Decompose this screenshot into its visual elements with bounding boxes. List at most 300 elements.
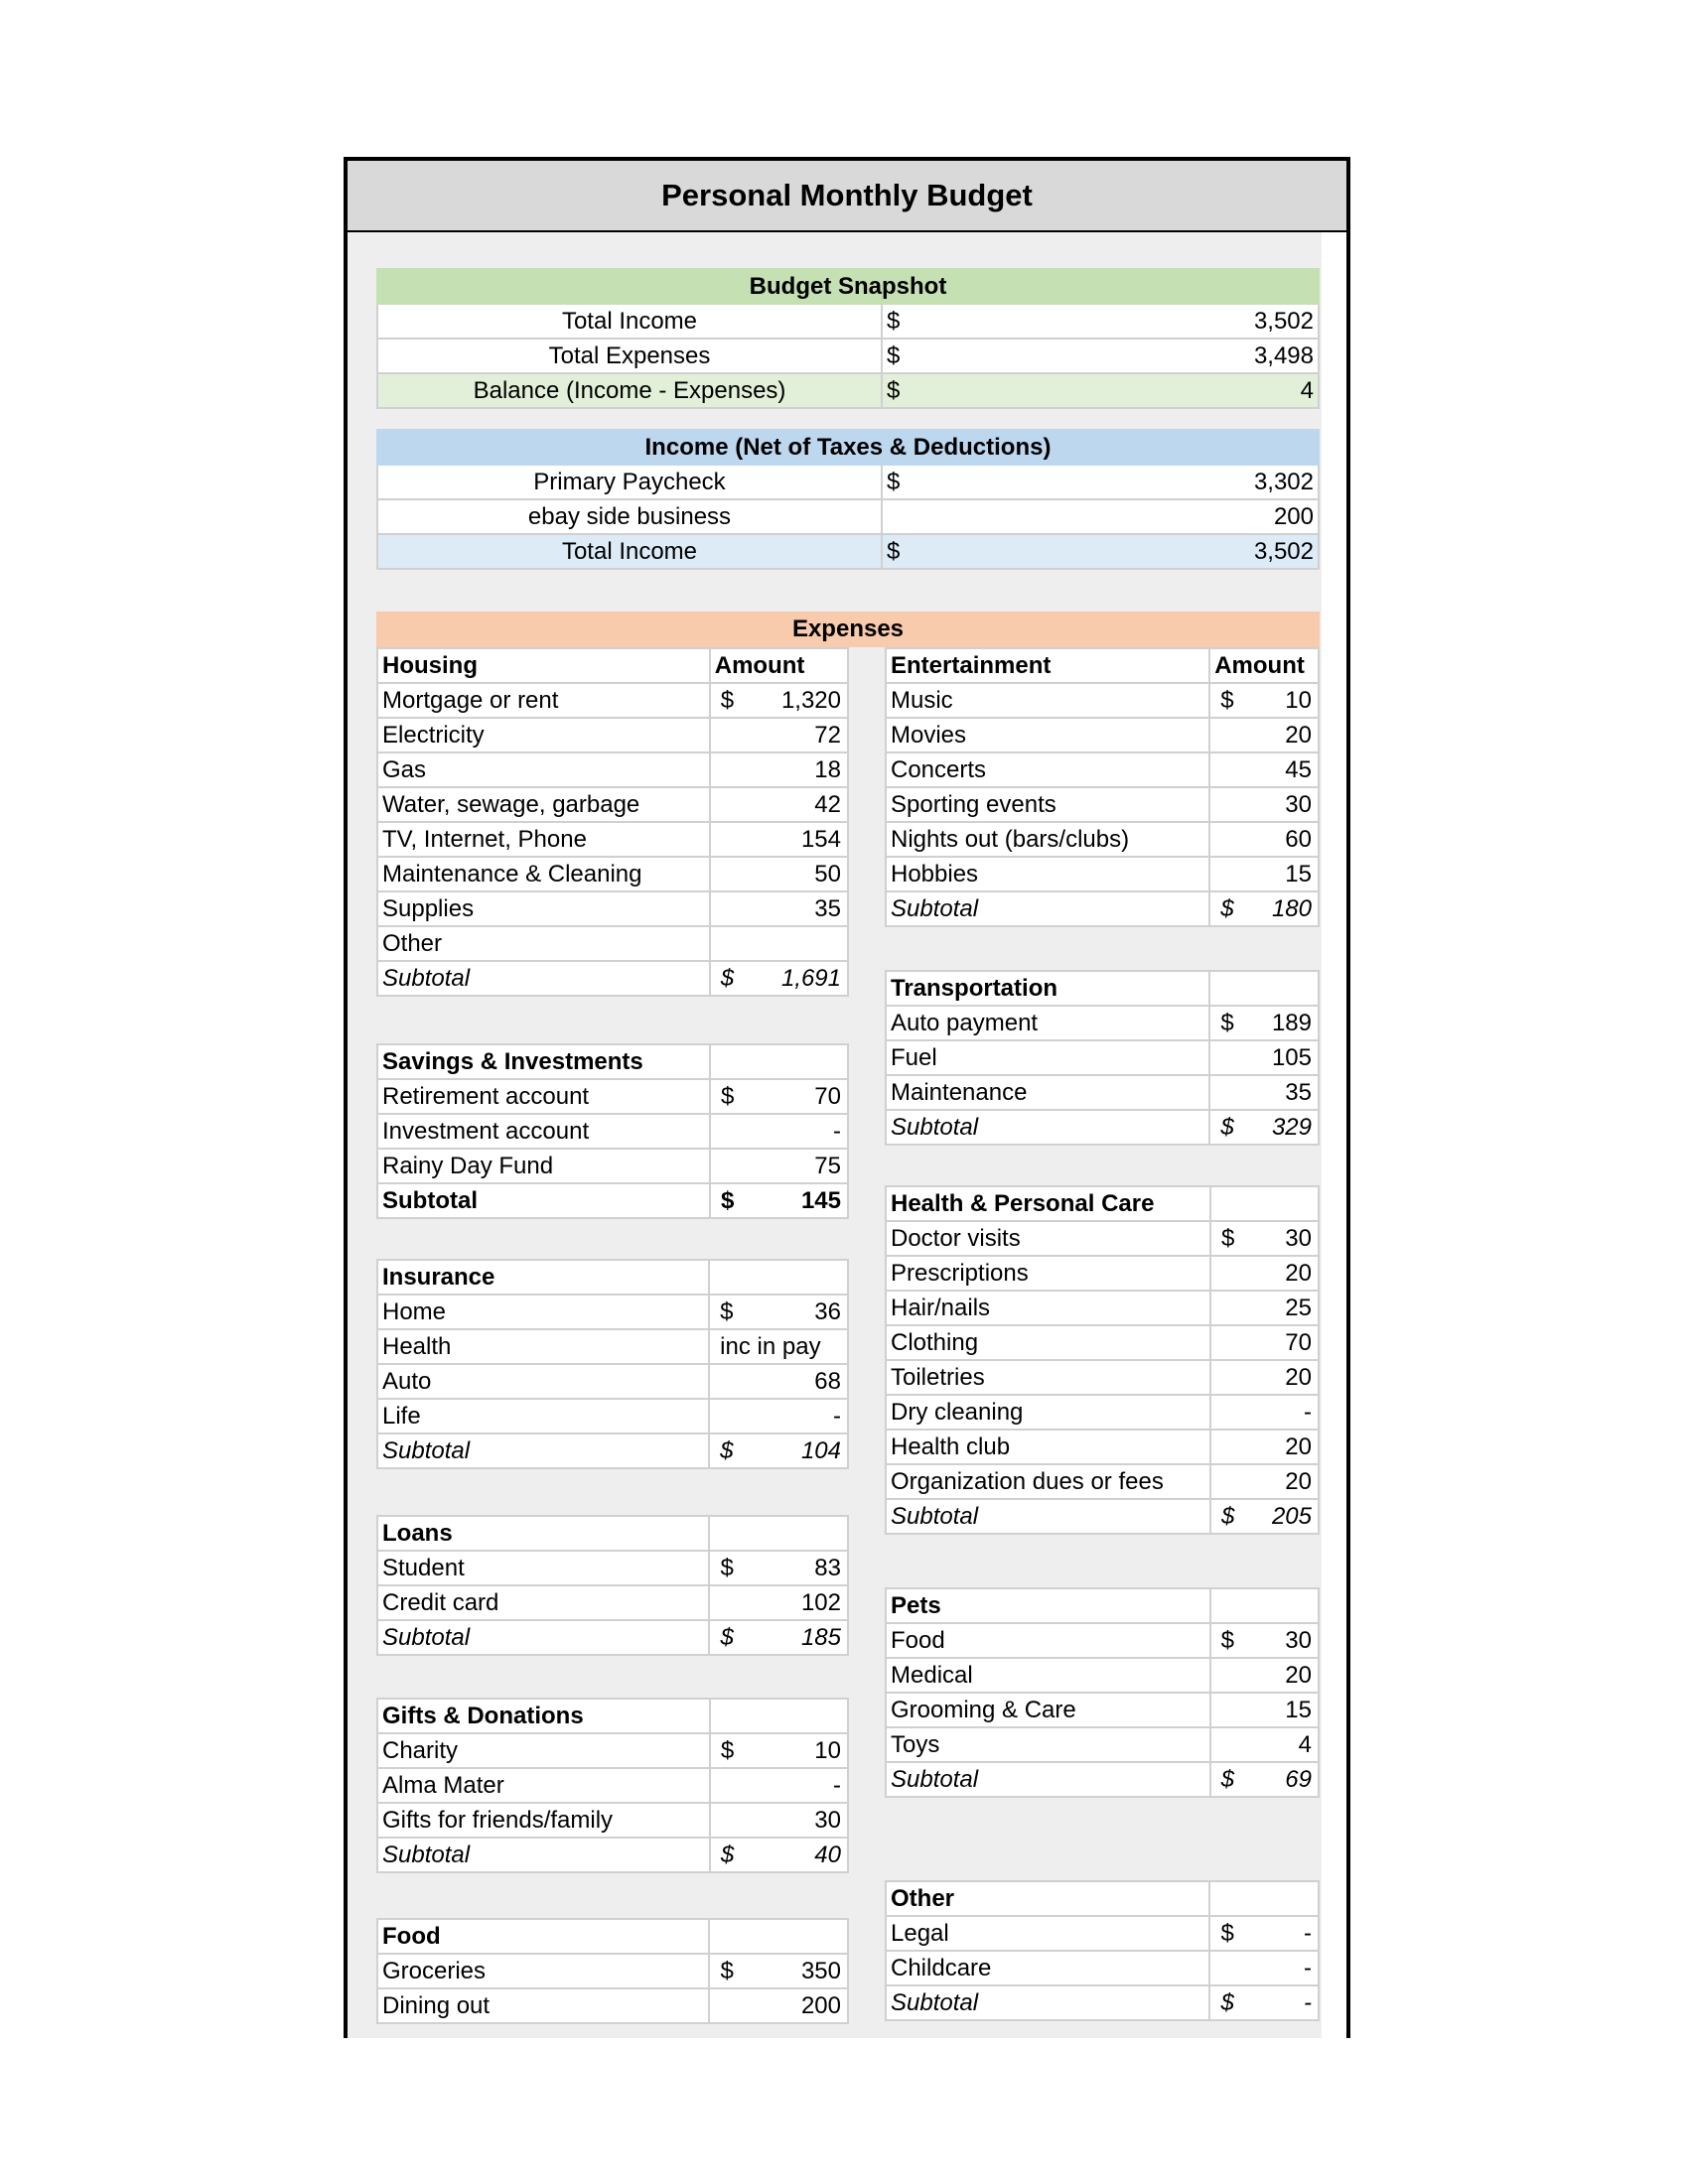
expense-label: Life: [377, 1399, 709, 1433]
table-row: [377, 1585, 848, 1620]
table-row: [377, 1329, 848, 1364]
expense-value: 18: [814, 756, 841, 783]
expense-value: 105: [1271, 1044, 1312, 1071]
expense-label: Groceries: [377, 1954, 709, 1988]
expense-value: 50: [814, 861, 841, 887]
expense-value: 15: [1285, 861, 1312, 887]
subtotal-value: 104: [800, 1437, 841, 1464]
subtotal-label: Subtotal: [377, 1838, 710, 1872]
table-row: [377, 683, 848, 718]
expense-amount-cell[interactable]: [709, 1399, 848, 1433]
table-row: [886, 1360, 1319, 1395]
table-row: [886, 1916, 1319, 1951]
expense-amount-cell[interactable]: [710, 822, 848, 857]
expense-label: Hobbies: [886, 857, 1209, 891]
currency-symbol: $: [1220, 1225, 1235, 1252]
subtotal-label: Subtotal: [886, 1985, 1209, 2020]
table-row: [886, 1075, 1319, 1110]
expense-value: 70: [1285, 1329, 1312, 1356]
page-title: Personal Monthly Budget: [348, 161, 1346, 232]
table-row: [886, 1395, 1319, 1430]
subtotal-label: Subtotal: [377, 961, 710, 996]
expense-label: Maintenance & Cleaning: [377, 857, 710, 891]
expense-value: 30: [1285, 1225, 1312, 1252]
expense-amount-cell[interactable]: [1210, 1658, 1319, 1693]
subtotal-row: [377, 1183, 848, 1218]
table-row: [886, 1727, 1319, 1762]
expense-label: Charity: [377, 1733, 710, 1768]
expense-label: Grooming & Care: [886, 1693, 1210, 1727]
expense-label: Sporting events: [886, 787, 1209, 822]
subtotal-amount-cell[interactable]: [710, 961, 848, 996]
expense-value: 75: [814, 1153, 841, 1179]
expense-label: Nights out (bars/clubs): [886, 822, 1209, 857]
income-value[interactable]: 200: [931, 499, 1319, 534]
section-header-row: [886, 1588, 1319, 1623]
expense-label: Doctor visits: [886, 1221, 1210, 1256]
currency-symbol: $: [1220, 1010, 1234, 1036]
expense-amount-cell[interactable]: [1209, 1006, 1319, 1040]
savings-table: [376, 1043, 849, 1219]
expense-value: 70: [814, 1083, 841, 1110]
expense-value: -: [1304, 1399, 1312, 1426]
expense-amount-cell[interactable]: [710, 718, 848, 752]
table-row: [377, 718, 848, 752]
table-row: [377, 1114, 848, 1149]
budget-sheet: [344, 157, 1350, 2038]
expense-value: 30: [814, 1807, 841, 1834]
income-value[interactable]: 3,302: [931, 465, 1319, 499]
expense-label: Toys: [886, 1727, 1210, 1762]
expense-label: Music: [886, 683, 1209, 718]
snapshot-value[interactable]: 3,502: [931, 304, 1319, 339]
currency-symbol: $: [882, 373, 931, 408]
table-row: [377, 1768, 848, 1803]
other-table: [885, 1880, 1320, 2021]
subtotal-label: Subtotal: [377, 1620, 709, 1655]
amount-header: [1209, 1881, 1319, 1916]
subtotal-amount-cell[interactable]: [710, 1838, 848, 1872]
subtotal-row: [886, 1985, 1319, 2020]
expense-label: Maintenance: [886, 1075, 1209, 1110]
expense-label: Legal: [886, 1916, 1209, 1951]
currency-symbol: $: [882, 304, 931, 339]
table-row: [886, 1006, 1319, 1040]
transportation-table: [885, 970, 1320, 1146]
snapshot-value[interactable]: 4: [931, 373, 1319, 408]
subtotal-value: 40: [814, 1842, 841, 1868]
subtotal-value: 1,691: [780, 965, 841, 992]
snapshot-header: Budget Snapshot: [377, 269, 1319, 304]
expense-amount-cell[interactable]: [709, 1551, 848, 1585]
table-row: [377, 891, 848, 926]
table-row: [886, 1291, 1319, 1325]
amount-header: [710, 1044, 848, 1079]
subtotal-amount-cell[interactable]: [710, 1183, 848, 1218]
subtotal-row: [377, 1433, 848, 1468]
expense-value: 10: [1285, 687, 1312, 714]
expense-amount-cell[interactable]: [709, 1295, 848, 1329]
table-row: [886, 752, 1319, 787]
expense-value: 20: [1285, 1433, 1312, 1460]
expense-value: 35: [1285, 1079, 1312, 1106]
expense-amount-cell[interactable]: [710, 1079, 848, 1114]
expense-amount-cell[interactable]: [710, 752, 848, 787]
insurance-table: [376, 1259, 849, 1469]
expense-amount-cell[interactable]: [709, 1329, 848, 1364]
currency-symbol: $: [1220, 1503, 1235, 1530]
income-label: Primary Paycheck: [377, 465, 882, 499]
pets-table: [885, 1587, 1320, 1798]
health-table: [885, 1185, 1320, 1535]
sheet-margin: [1322, 232, 1346, 2038]
subtotal-value: 145: [800, 1187, 841, 1214]
expense-amount-cell[interactable]: [1209, 718, 1319, 752]
expense-amount-cell[interactable]: [1209, 752, 1319, 787]
expense-amount-cell[interactable]: [710, 683, 848, 718]
loans-table: [376, 1515, 849, 1656]
subtotal-value: 180: [1271, 895, 1312, 922]
expense-label: Toiletries: [886, 1360, 1210, 1395]
expense-value: 20: [1285, 1468, 1312, 1495]
expense-label: Organization dues or fees: [886, 1464, 1210, 1499]
table-row: [886, 1693, 1319, 1727]
expense-amount-cell[interactable]: [1210, 1693, 1319, 1727]
expense-label: Health: [377, 1329, 709, 1364]
expense-label: Medical: [886, 1658, 1210, 1693]
expense-amount-cell[interactable]: [710, 1768, 848, 1803]
expense-value: 30: [1285, 791, 1312, 818]
subtotal-row: [377, 961, 848, 996]
expense-value: 154: [800, 826, 841, 853]
table-row: [886, 1464, 1319, 1499]
income-header: Income (Net of Taxes & Deductions): [377, 430, 1319, 465]
expense-amount-cell[interactable]: [1210, 1464, 1319, 1499]
expense-label: TV, Internet, Phone: [377, 822, 710, 857]
currency-symbol: $: [720, 1555, 734, 1581]
table-row: [377, 857, 848, 891]
expense-value: 25: [1285, 1295, 1312, 1321]
expense-label: Other: [377, 926, 710, 961]
section-header-row: [377, 1516, 848, 1551]
expense-label: Dry cleaning: [886, 1395, 1210, 1430]
subtotal-row: [886, 1499, 1319, 1534]
currency-symbol: $: [720, 1842, 735, 1868]
amount-header: [1210, 1186, 1319, 1221]
table-row: [377, 822, 848, 857]
subtotal-value: 185: [800, 1624, 841, 1651]
table-row: [886, 1256, 1319, 1291]
section-title: Loans: [377, 1516, 709, 1551]
table-row: [377, 1295, 848, 1329]
section-title: Other: [886, 1881, 1209, 1916]
section-header-row: [377, 1699, 848, 1733]
expense-value: 20: [1285, 1662, 1312, 1689]
expense-amount-cell[interactable]: [1210, 1623, 1319, 1658]
currency-symbol: $: [720, 1437, 734, 1464]
expense-amount-cell[interactable]: [710, 1114, 848, 1149]
section-header-row: [377, 1260, 848, 1295]
subtotal-amount-cell[interactable]: [709, 1433, 848, 1468]
expense-value: 36: [814, 1298, 841, 1325]
amount-header: Amount: [1209, 648, 1319, 683]
expense-label: Water, sewage, garbage: [377, 787, 710, 822]
subtotal-value: 205: [1271, 1503, 1312, 1530]
subtotal-label: Subtotal: [886, 891, 1209, 926]
section-title: Insurance: [377, 1260, 709, 1295]
table-row: [886, 1430, 1319, 1464]
expense-value: -: [833, 1118, 841, 1145]
entertainment-table: [885, 647, 1320, 927]
table-row: [377, 1149, 848, 1183]
amount-header: [710, 1699, 848, 1733]
table-row: [886, 1951, 1319, 1985]
expense-amount-cell[interactable]: [1210, 1256, 1319, 1291]
table-row: [886, 1221, 1319, 1256]
budget-snapshot-table: [376, 268, 1320, 409]
subtotal-amount-cell[interactable]: [1210, 1762, 1319, 1797]
subtotal-label: Subtotal: [377, 1433, 709, 1468]
expense-label: Hair/nails: [886, 1291, 1210, 1325]
section-title: Housing: [377, 648, 710, 683]
expense-amount-cell[interactable]: [709, 1988, 848, 2023]
table-row: [886, 1658, 1319, 1693]
expense-amount-cell[interactable]: [709, 1585, 848, 1620]
expense-amount-cell[interactable]: [710, 1733, 848, 1768]
expense-value: 68: [814, 1368, 841, 1395]
snapshot-label: Total Expenses: [377, 339, 882, 373]
table-row: [377, 499, 1319, 534]
currency-symbol: $: [720, 687, 735, 714]
table-row: [377, 1733, 848, 1768]
expense-amount-cell[interactable]: [710, 1149, 848, 1183]
expense-value: 35: [814, 895, 841, 922]
section-title: Savings & Investments: [377, 1044, 710, 1079]
expense-value: 72: [814, 722, 841, 749]
currency-symbol: $: [1220, 687, 1234, 714]
currency-symbol: $: [721, 1083, 735, 1110]
section-title: Health & Personal Care: [886, 1186, 1210, 1221]
expense-label: Investment account: [377, 1114, 710, 1149]
housing-table: [376, 647, 849, 997]
expense-value: 350: [800, 1958, 841, 1984]
table-row: [886, 822, 1319, 857]
food-table: [376, 1918, 849, 2024]
section-header-row: [886, 648, 1319, 683]
section-header-row: [377, 1919, 848, 1954]
expense-label: Retirement account: [377, 1079, 710, 1114]
table-row: [377, 752, 848, 787]
amount-header: [709, 1260, 848, 1295]
expense-value: 20: [1285, 1364, 1312, 1391]
expense-amount-cell[interactable]: [1209, 1075, 1319, 1110]
table-row: [886, 787, 1319, 822]
subtotal-value: 329: [1271, 1114, 1312, 1141]
expense-label: Auto payment: [886, 1006, 1209, 1040]
expense-amount-cell[interactable]: [1209, 822, 1319, 857]
table-row: [377, 1364, 848, 1399]
expense-value: -: [1304, 1955, 1312, 1981]
section-header-row: [377, 648, 848, 683]
section-header-row: [377, 1044, 848, 1079]
subtotal-amount-cell[interactable]: [1209, 891, 1319, 926]
expense-value: 42: [814, 791, 841, 818]
currency-symbol: inc in pay: [720, 1333, 821, 1360]
subtotal-label: Subtotal: [886, 1762, 1210, 1797]
income-label: ebay side business: [377, 499, 882, 534]
table-row: [377, 787, 848, 822]
expense-value: 20: [1285, 1260, 1312, 1287]
table-row: [886, 1040, 1319, 1075]
expense-label: Clothing: [886, 1325, 1210, 1360]
table-row: [377, 1399, 848, 1433]
expense-amount-cell[interactable]: [1209, 1916, 1319, 1951]
table-row: [377, 1803, 848, 1838]
expense-label: Food: [886, 1623, 1210, 1658]
expense-label: Student: [377, 1551, 709, 1585]
expense-label: Mortgage or rent: [377, 683, 710, 718]
currency-symbol: $: [720, 1298, 734, 1325]
expense-value: 20: [1285, 722, 1312, 749]
currency-symbol: $: [882, 534, 931, 569]
expense-value: 4: [1298, 1731, 1312, 1758]
section-header-row: [886, 971, 1319, 1006]
snapshot-value[interactable]: 3,498: [931, 339, 1319, 373]
table-row: [377, 534, 1319, 569]
expense-label: Alma Mater: [377, 1768, 710, 1803]
expense-value: 15: [1285, 1697, 1312, 1723]
section-title: Food: [377, 1919, 709, 1954]
expense-label: Dining out: [377, 1988, 709, 2023]
expense-value: 83: [814, 1555, 841, 1581]
subtotal-row: [377, 1838, 848, 1872]
expenses-header: Expenses: [376, 612, 1320, 647]
expense-value: 10: [814, 1737, 841, 1764]
subtotal-label: Subtotal: [886, 1499, 1210, 1534]
expense-amount-cell[interactable]: [1209, 1951, 1319, 1985]
amount-header: [1210, 1588, 1319, 1623]
amount-header: [1209, 971, 1319, 1006]
expense-amount-cell[interactable]: [710, 1803, 848, 1838]
expense-label: Credit card: [377, 1585, 709, 1620]
currency-symbol: $: [720, 1958, 734, 1984]
table-row: [377, 304, 1319, 339]
expense-amount-cell[interactable]: [1210, 1430, 1319, 1464]
currency-symbol: $: [721, 1187, 735, 1214]
currency-symbol: $: [720, 1624, 734, 1651]
income-value[interactable]: 3,502: [931, 534, 1319, 569]
currency-symbol: $: [720, 965, 735, 992]
expense-amount-cell[interactable]: [710, 926, 848, 961]
currency-symbol: $: [1220, 895, 1234, 922]
expense-label: Home: [377, 1295, 709, 1329]
expense-amount-cell[interactable]: [710, 891, 848, 926]
expense-value: 30: [1285, 1627, 1312, 1654]
expense-value: 102: [800, 1589, 841, 1616]
amount-header: [709, 1919, 848, 1954]
amount-header: Amount: [710, 648, 848, 683]
table-row: [886, 718, 1319, 752]
expense-label: Movies: [886, 718, 1209, 752]
expense-amount-cell[interactable]: [709, 1954, 848, 1988]
expense-label: Gas: [377, 752, 710, 787]
currency-symbol: $: [1220, 1766, 1234, 1793]
table-row: [377, 339, 1319, 373]
expense-value: -: [1304, 1920, 1312, 1947]
section-title: Gifts & Donations: [377, 1699, 710, 1733]
table-row: [886, 1623, 1319, 1658]
expense-label: Health club: [886, 1430, 1210, 1464]
section-title: Pets: [886, 1588, 1210, 1623]
expense-amount-cell[interactable]: [1209, 1040, 1319, 1075]
subtotal-value: -: [1304, 1989, 1312, 2016]
expense-amount-cell[interactable]: [1210, 1325, 1319, 1360]
expense-amount-cell[interactable]: [1210, 1291, 1319, 1325]
table-row: [377, 465, 1319, 499]
section-header-row: [886, 1881, 1319, 1916]
expense-label: Supplies: [377, 891, 710, 926]
table-row: [377, 373, 1319, 408]
income-table: [376, 429, 1320, 570]
subtotal-row: [886, 1110, 1319, 1145]
snapshot-label: Total Income: [377, 304, 882, 339]
section-header-row: [886, 1186, 1319, 1221]
income-label: Total Income: [377, 534, 882, 569]
expense-amount-cell[interactable]: [1210, 1727, 1319, 1762]
expense-amount-cell[interactable]: [1209, 787, 1319, 822]
subtotal-amount-cell[interactable]: [1209, 1110, 1319, 1145]
subtotal-label: Subtotal: [377, 1183, 710, 1218]
expense-label: Rainy Day Fund: [377, 1149, 710, 1183]
expense-value: -: [833, 1403, 841, 1430]
subtotal-amount-cell[interactable]: [1210, 1499, 1319, 1534]
subtotal-row: [886, 891, 1319, 926]
currency-symbol: $: [1220, 1920, 1234, 1947]
snapshot-label: Balance (Income - Expenses): [377, 373, 882, 408]
currency-symbol: $: [882, 339, 931, 373]
expense-label: Concerts: [886, 752, 1209, 787]
expense-value: 60: [1285, 826, 1312, 853]
expense-amount-cell[interactable]: [1209, 857, 1319, 891]
expense-amount-cell[interactable]: [1210, 1360, 1319, 1395]
subtotal-amount-cell[interactable]: [1209, 1985, 1319, 2020]
table-row: [377, 1954, 848, 1988]
subtotal-row: [377, 1620, 848, 1655]
expense-label: Electricity: [377, 718, 710, 752]
expense-amount-cell[interactable]: [710, 787, 848, 822]
expense-amount-cell[interactable]: [709, 1364, 848, 1399]
section-title: Entertainment: [886, 648, 1209, 683]
currency-symbol: $: [882, 465, 931, 499]
table-row: [886, 857, 1319, 891]
table-row: [377, 1551, 848, 1585]
expense-amount-cell[interactable]: [710, 857, 848, 891]
gifts-table: [376, 1698, 849, 1873]
currency-symbol: $: [720, 1737, 735, 1764]
expense-value: 200: [800, 1992, 841, 2019]
table-row: [886, 1325, 1319, 1360]
currency-symbol: $: [1220, 1114, 1234, 1141]
expense-amount-cell[interactable]: [1210, 1221, 1319, 1256]
section-title: Transportation: [886, 971, 1209, 1006]
expense-value: -: [833, 1772, 841, 1799]
table-row: [377, 1988, 848, 2023]
currency-symbol: [882, 499, 931, 534]
expense-amount-cell[interactable]: [1209, 683, 1319, 718]
table-row: [377, 1079, 848, 1114]
subtotal-amount-cell[interactable]: [709, 1620, 848, 1655]
expense-amount-cell[interactable]: [1210, 1395, 1319, 1430]
